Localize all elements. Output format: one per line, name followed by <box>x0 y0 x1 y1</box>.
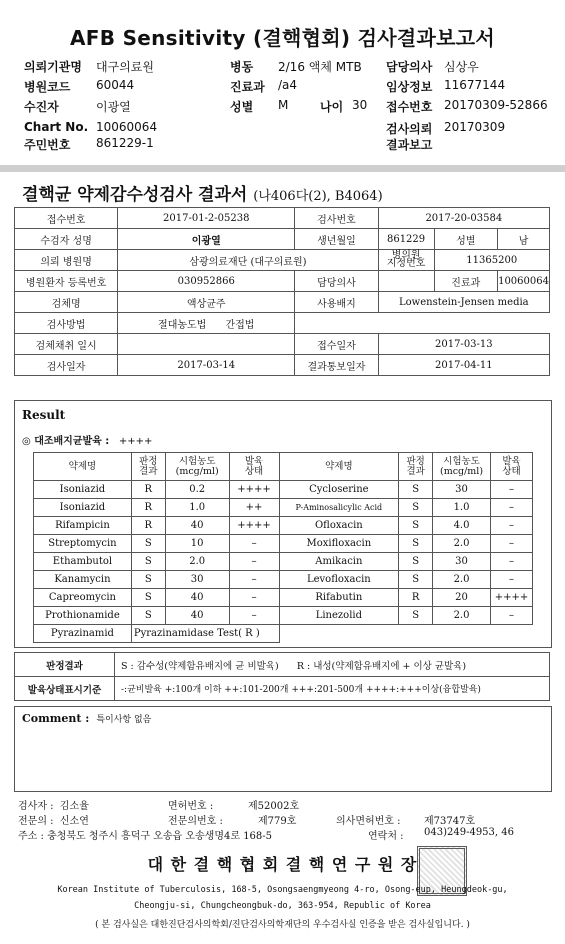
judge-cell: S <box>399 481 433 499</box>
info-value: 10060064 <box>498 271 550 292</box>
info-label: 성별 <box>434 229 498 250</box>
growth-cell: ++++ <box>229 481 279 499</box>
conc-cell: 30 <box>433 481 491 499</box>
drug-name: Ofloxacin <box>279 517 399 535</box>
conc-cell: 30 <box>433 553 491 571</box>
pza-test-cell: Pyrazinamidase Test( R ) <box>131 625 279 643</box>
legend-label: 판정결과 <box>15 653 115 677</box>
conc-cell: 40 <box>165 607 229 625</box>
col-header: 약제명 <box>279 453 399 481</box>
legend-label: 발육상태표시기준 <box>15 677 115 701</box>
info-value <box>378 271 434 292</box>
header-value: 2/16 액체 MTB <box>278 60 362 74</box>
conc-cell: 30 <box>165 571 229 589</box>
header-value: /a4 <box>278 78 298 92</box>
info-label: 검사방법 <box>15 313 118 334</box>
page-title: AFB Sensitivity (결핵협회) 검사결과보고서 <box>70 26 495 50</box>
drug-name: Isoniazid <box>34 499 132 517</box>
header-value: 10060064 <box>96 120 158 134</box>
header-value: M <box>278 98 289 112</box>
growth-cell: – <box>490 517 532 535</box>
comment: Comment : 특이사항 없음 <box>22 712 152 725</box>
table-row <box>34 553 533 571</box>
drug-name: Levofloxacin <box>279 571 399 589</box>
growth-cell: – <box>490 535 532 553</box>
info-label: 접수일자 <box>295 334 378 355</box>
drug-name: Moxifloxacin <box>279 535 399 553</box>
blank-cell <box>279 625 532 643</box>
info-value: 삼광의료재단 (대구의료원) <box>118 250 378 271</box>
drug-table <box>33 452 533 643</box>
info-value: Lowenstein-Jensen media <box>378 292 549 313</box>
legend-judge-text: S : 감수성(약제함유배지에 균 비발육) R : 내성(약제함유배지에 + 이상 균발육) <box>115 653 550 677</box>
info-label: 생년월일 <box>295 229 378 250</box>
table-row <box>34 625 533 643</box>
conc-cell: 10 <box>165 535 229 553</box>
growth-cell: – <box>490 553 532 571</box>
info-value: 이광열 <box>118 229 295 250</box>
patient-info-table <box>14 207 550 376</box>
conc-cell: 20 <box>433 589 491 607</box>
conc-cell: 2.0 <box>433 607 491 625</box>
header-value: 심상우 <box>444 60 479 74</box>
conc-cell: 40 <box>165 589 229 607</box>
section-divider <box>0 165 565 172</box>
org-address-en-1: Korean Institute of Tuberculosis, 168-5, Osongsaengmyeong 4-ro, Osong-eup, Heungdeok-gu, <box>57 885 508 895</box>
info-label: 병원환자 등록번호 <box>15 271 118 292</box>
footer-line-2: 전문의 : 신소연 전문의번호 : 제779호 의사면허번호 : 제73747호 <box>18 816 476 827</box>
conc-cell: 2.0 <box>433 571 491 589</box>
control-growth: ◎ 대조배지균발육 : ++++ <box>22 436 153 447</box>
table-row <box>34 571 533 589</box>
info-value: 2017-03-13 <box>378 334 549 355</box>
judge-cell: S <box>399 553 433 571</box>
growth-cell: ++ <box>229 499 279 517</box>
info-label: 검체명 <box>15 292 118 313</box>
result-heading: Result <box>22 408 66 422</box>
drug-name: Ethambutol <box>34 553 132 571</box>
info-value: 861229 <box>378 229 434 250</box>
drug-name: Rifampicin <box>34 517 132 535</box>
drug-name: Linezolid <box>279 607 399 625</box>
header-value: 20170309 <box>444 120 506 134</box>
col-header: 약제명 <box>34 453 132 481</box>
info-value: 2017-20-03584 <box>378 208 549 229</box>
header-value: 대구의료원 <box>96 60 154 74</box>
footer-line-3: 주소 : 충청북도 청주시 흥덕구 오송읍 오송생명4로 168-5 연락처 : 043)249-4953, 46 <box>18 827 514 842</box>
info-label: 결과통보일자 <box>295 355 378 376</box>
drug-name: Streptomycin <box>34 535 132 553</box>
header-label: 접수번호 <box>386 100 433 114</box>
judge-cell: S <box>131 535 165 553</box>
info-label: 사용배지 <box>295 292 378 313</box>
header-value: 861229-1 <box>96 136 154 150</box>
col-header: 시험농도 (mcg/ml) <box>165 453 229 481</box>
org-address-en-2: Cheongju-si, Chungcheongbuk-do, 363-954, Republic of Korea <box>134 901 431 911</box>
table-row <box>34 517 533 535</box>
footer-line-1: 검사자 : 김소율 면허번호 : 제52002호 <box>18 801 300 812</box>
report-title: 결핵균 약제감수성검사 결과서 (나406다(2), B4064) <box>22 185 383 205</box>
judge-cell: S <box>131 589 165 607</box>
conc-cell: 1.0 <box>433 499 491 517</box>
header-label: 나이 <box>320 100 344 114</box>
header-label: 의뢰기관명 <box>24 60 82 74</box>
judge-cell: R <box>131 499 165 517</box>
growth-cell: – <box>490 607 532 625</box>
conc-cell: 4.0 <box>433 517 491 535</box>
conc-cell: 2.0 <box>165 553 229 571</box>
header-label: 임상정보 <box>386 80 433 94</box>
col-header: 시험농도 (mcg/ml) <box>433 453 491 481</box>
col-header: 판정 결과 <box>131 453 165 481</box>
info-label: 진료과 <box>434 271 498 292</box>
table-row <box>34 535 533 553</box>
drug-name: Kanamycin <box>34 571 132 589</box>
header-label: 진료과 <box>230 80 265 94</box>
header-label: 병동 <box>230 60 254 74</box>
info-value: 액상균주 <box>118 292 295 313</box>
growth-cell: – <box>490 571 532 589</box>
info-value: 2017-03-14 <box>118 355 295 376</box>
info-label: 병의원 지정번호 <box>378 250 434 271</box>
info-blank <box>295 313 550 334</box>
legend-table <box>14 652 550 701</box>
info-value: 남 <box>498 229 550 250</box>
conc-cell: 40 <box>165 517 229 535</box>
judge-cell: S <box>131 553 165 571</box>
info-value: 절대농도법 간접법 <box>118 313 295 334</box>
growth-cell: – <box>229 589 279 607</box>
growth-cell: – <box>490 481 532 499</box>
header-label: 성별 <box>230 100 254 114</box>
header-label: 담당의사 <box>386 60 433 74</box>
judge-cell: S <box>131 571 165 589</box>
conc-cell: 1.0 <box>165 499 229 517</box>
info-value: 030952866 <box>118 271 295 292</box>
growth-cell: – <box>229 535 279 553</box>
drug-name: Rifabutin <box>279 589 399 607</box>
info-label: 접수번호 <box>15 208 118 229</box>
info-value: 2017-04-11 <box>378 355 549 376</box>
header-value: 30 <box>352 98 368 112</box>
info-value <box>118 334 295 355</box>
info-label: 검사번호 <box>295 208 378 229</box>
drug-name: Cycloserine <box>279 481 399 499</box>
growth-cell: – <box>229 553 279 571</box>
table-row <box>34 607 533 625</box>
info-label: 수검자 성명 <box>15 229 118 250</box>
header-label: Chart No. <box>24 120 89 134</box>
judge-cell: S <box>399 499 433 517</box>
header-label: 검사의뢰 <box>386 122 433 136</box>
growth-cell: – <box>229 571 279 589</box>
info-value: 11365200 <box>434 250 550 271</box>
drug-name: Prothionamide <box>34 607 132 625</box>
header-value: 11677144 <box>444 78 506 92</box>
table-row <box>34 589 533 607</box>
growth-cell: – <box>490 499 532 517</box>
info-value: 2017-01-2-05238 <box>118 208 295 229</box>
growth-cell: ++++ <box>229 517 279 535</box>
info-label: 담당의사 <box>295 271 378 292</box>
header-label: 병원코드 <box>24 80 71 94</box>
judge-cell: R <box>399 589 433 607</box>
header-value: 60044 <box>96 78 135 92</box>
conc-cell: 0.2 <box>165 481 229 499</box>
drug-name: P-Aminosalicylic Acid <box>279 499 399 517</box>
table-row <box>34 499 533 517</box>
info-label: 의뢰 병원명 <box>15 250 118 271</box>
drug-name: Capreomycin <box>34 589 132 607</box>
drug-name: Amikacin <box>279 553 399 571</box>
growth-cell: – <box>229 607 279 625</box>
info-label: 검체채취 일시 <box>15 334 118 355</box>
table-row <box>34 481 533 499</box>
legend-growth-text: -:균비발육 +:100개 이하 ++:101-200개 +++:201-500개 ++++:+++이상(융합발육) <box>115 677 550 701</box>
header-label: 수진자 <box>24 100 59 114</box>
header-value: 20170309-52866 <box>444 98 548 112</box>
col-header: 발육 상태 <box>229 453 279 481</box>
judge-cell: S <box>131 607 165 625</box>
growth-cell: ++++ <box>490 589 532 607</box>
judge-cell: R <box>131 517 165 535</box>
judge-cell: S <box>399 517 433 535</box>
col-header: 발육 상태 <box>490 453 532 481</box>
drug-name: Isoniazid <box>34 481 132 499</box>
drug-name: Pyrazinamid <box>34 625 132 643</box>
judge-cell: S <box>399 535 433 553</box>
header-label: 주민번호 <box>24 138 71 152</box>
header-label: 결과보고 <box>386 138 433 152</box>
header-value: 이광열 <box>96 100 131 114</box>
certification-note: ( 본 검사실은 대한진단검사의학회/진단검사의학재단의 우수검사실 인증을 받은 검사실입니다. ) <box>95 920 470 930</box>
col-header: 판정 결과 <box>399 453 433 481</box>
judge-cell: S <box>399 607 433 625</box>
judge-cell: S <box>399 571 433 589</box>
conc-cell: 2.0 <box>433 535 491 553</box>
org-name: 대 한 결 핵 협 회 결 핵 연 구 원 장 <box>147 855 418 874</box>
info-label: 검사일자 <box>15 355 118 376</box>
judge-cell: R <box>131 481 165 499</box>
